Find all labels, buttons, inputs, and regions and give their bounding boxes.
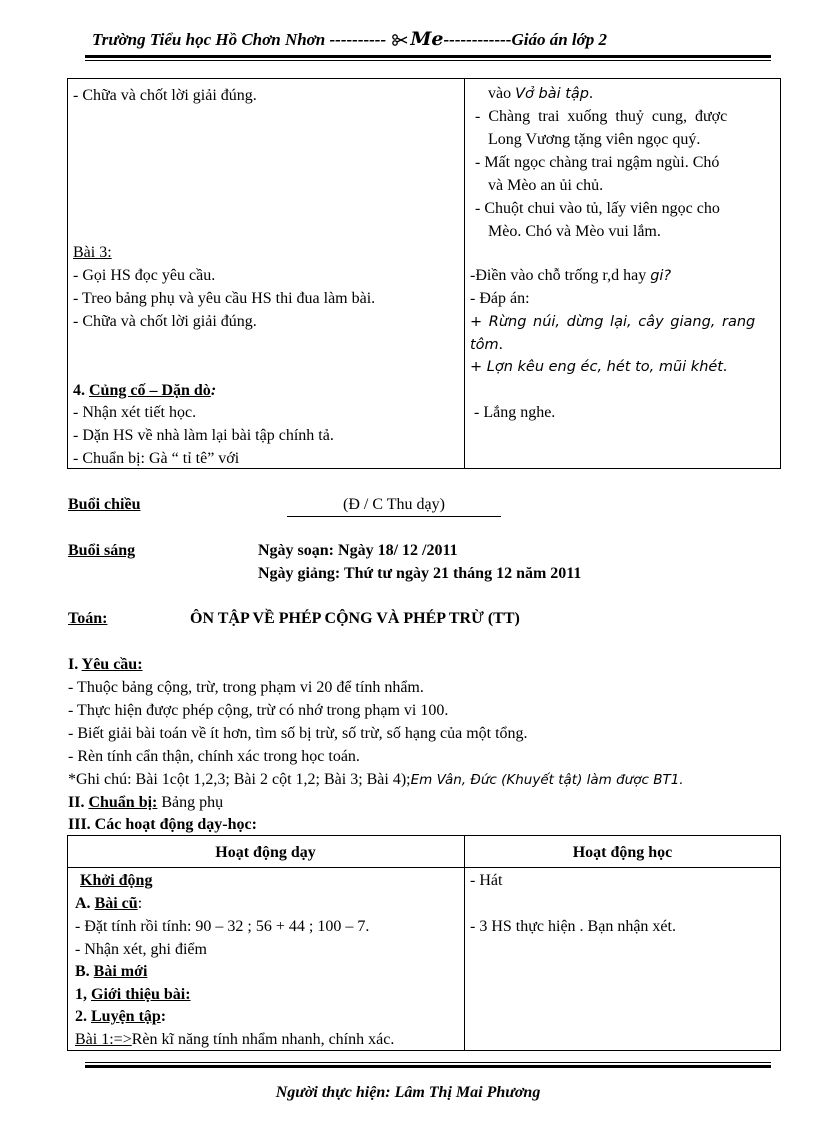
teach-date: Ngày giảng: Thứ tư ngày 21 tháng 12 năm 2011 bbox=[258, 565, 582, 582]
t1-left-line: - Chữa và chốt lời giải đúng. bbox=[73, 313, 257, 330]
t1-right-line: -Điền vào chỗ trống r,d hay gi? bbox=[470, 267, 672, 284]
lesson-title: ÔN TẬP VỀ PHÉP CỘNG VÀ PHÉP TRỪ (TT) bbox=[190, 610, 520, 627]
morning-label: Buổi sáng bbox=[68, 542, 136, 559]
exercise-1-line: Bài 1:=>Rèn kĩ năng tính nhẩm nhanh, chính xác. bbox=[75, 1031, 395, 1048]
requirement-item: - Thực hiện được phép cộng, trừ có nhớ trong phạm vi 100. bbox=[68, 702, 449, 719]
requirement-item: - Thuộc bảng cộng, trừ, trong phạm vi 20 để tính nhẩm. bbox=[68, 679, 424, 696]
t1-right-line: Long Vương tặng viên ngọc quý. bbox=[488, 131, 701, 148]
scissors-icon bbox=[392, 31, 408, 51]
t2-right-line: - Hát bbox=[470, 872, 503, 889]
old-lesson-heading: A. Bài cũ: bbox=[75, 895, 143, 912]
table-top-divider bbox=[464, 78, 465, 469]
section-heading-consolidation: 4. Củng cố – Dặn dò: bbox=[73, 382, 217, 399]
afternoon-label: Buổi chiều bbox=[68, 496, 141, 513]
prep-date: Ngày soạn: Ngày 18/ 12 /2011 bbox=[258, 542, 458, 559]
subject-label: Toán: bbox=[68, 610, 108, 627]
practice-heading: 2. Luyện tập: bbox=[75, 1008, 167, 1025]
t2-left-line: - Nhận xét, ghi điểm bbox=[75, 941, 207, 958]
requirements-heading: I. Yêu cầu: bbox=[68, 656, 143, 673]
t1-right-line: Mèo. Chó và Mèo vui lắm. bbox=[488, 223, 661, 240]
t2-left-line: - Đặt tính rồi tính: 90 – 32 ; 56 + 44 ; 100 – 7. bbox=[75, 918, 370, 935]
footer-rule-thick bbox=[85, 1065, 771, 1068]
t1-left-line: - Chữa và chốt lời giải đúng. bbox=[73, 87, 257, 104]
footer-rule-thin bbox=[85, 1062, 771, 1063]
t1-right-line: - Mất ngọc chàng trai ngậm ngùi. Chó bbox=[475, 154, 720, 171]
intro-heading: 1, Giới thiệu bài: bbox=[75, 986, 191, 1003]
header-dashes-right: ------------ bbox=[443, 30, 512, 49]
warmup-heading: Khởi động bbox=[80, 872, 153, 889]
afternoon-note: (Đ / C Thu dạy) bbox=[287, 495, 501, 517]
preparation-line: II. Chuẩn bị: Bảng phụ bbox=[68, 794, 224, 811]
t1-right-line: + Lợn kêu eng éc, hét to, mũi khét. bbox=[470, 358, 727, 375]
t1-left-line: - Dặn HS về nhà làm lại bài tập chính tả. bbox=[73, 427, 334, 444]
col-head-teaching: Hoạt động dạy bbox=[215, 844, 316, 861]
t1-right-line: - Đáp án: bbox=[470, 290, 530, 307]
requirement-note: *Ghi chú: Bài 1cột 1,2,3; Bài 2 cột 1,2; Bài 3; Bài 4);Em Vân, Đức (Khuyết tật) làm được BT1. bbox=[68, 771, 684, 788]
page-footer: Người thực hiện: Lâm Thị Mai Phương bbox=[275, 1084, 541, 1101]
requirement-item: - Biết giải bài toán về ít hơn, tìm số bị trừ, số trừ, số hạng của một tổng. bbox=[68, 725, 528, 742]
header-rule-thin bbox=[85, 60, 771, 61]
grade-label: Giáo án lớp 2 bbox=[511, 30, 608, 49]
new-lesson-heading: B. Bài mới bbox=[75, 963, 148, 980]
t1-right-line: tôm. bbox=[470, 336, 503, 353]
t1-left-line: - Chuẩn bị: Gà “ tỉ tê” với bbox=[73, 450, 240, 467]
header-dashes-left: ---------- bbox=[329, 30, 387, 49]
activities-table-header-rule bbox=[67, 867, 781, 868]
t1-right-line: - Chuột chui vào tủ, lấy viên ngọc cho bbox=[475, 200, 720, 217]
t1-left-line: - Gọi HS đọc yêu cầu. bbox=[73, 267, 216, 284]
header-rule-thick bbox=[85, 55, 771, 58]
t1-right-line: + Rừng núi, dừng lại, cây giang, rang bbox=[470, 314, 756, 330]
t1-right-line: vào Vở bài tập. bbox=[488, 85, 594, 102]
t1-right-line: - Lắng nghe. bbox=[474, 404, 556, 421]
t1-right-line: và Mèo an ủi chủ. bbox=[488, 177, 604, 194]
t2-right-line: - 3 HS thực hiện . Bạn nhận xét. bbox=[470, 918, 676, 935]
t1-left-line: Bài 3: bbox=[73, 244, 112, 261]
t1-left-line: - Treo bảng phụ và yêu cầu HS thi đua làm bài. bbox=[73, 290, 376, 307]
col-head-learning: Hoạt động học bbox=[572, 844, 673, 861]
header-logo-text: Me bbox=[410, 28, 444, 50]
page-header bbox=[92, 28, 607, 51]
t1-left-line: - Nhận xét tiết học. bbox=[73, 404, 197, 421]
t1-right-line: - Chàng trai xuống thuỷ cung, được bbox=[475, 108, 728, 125]
requirement-item: - Rèn tính cẩn thận, chính xác trong học toán. bbox=[68, 748, 360, 765]
activities-heading: III. Các hoạt động dạy-học: bbox=[68, 816, 257, 833]
school-name: Trường Tiểu học Hồ Chơn Nhơn bbox=[92, 30, 326, 49]
